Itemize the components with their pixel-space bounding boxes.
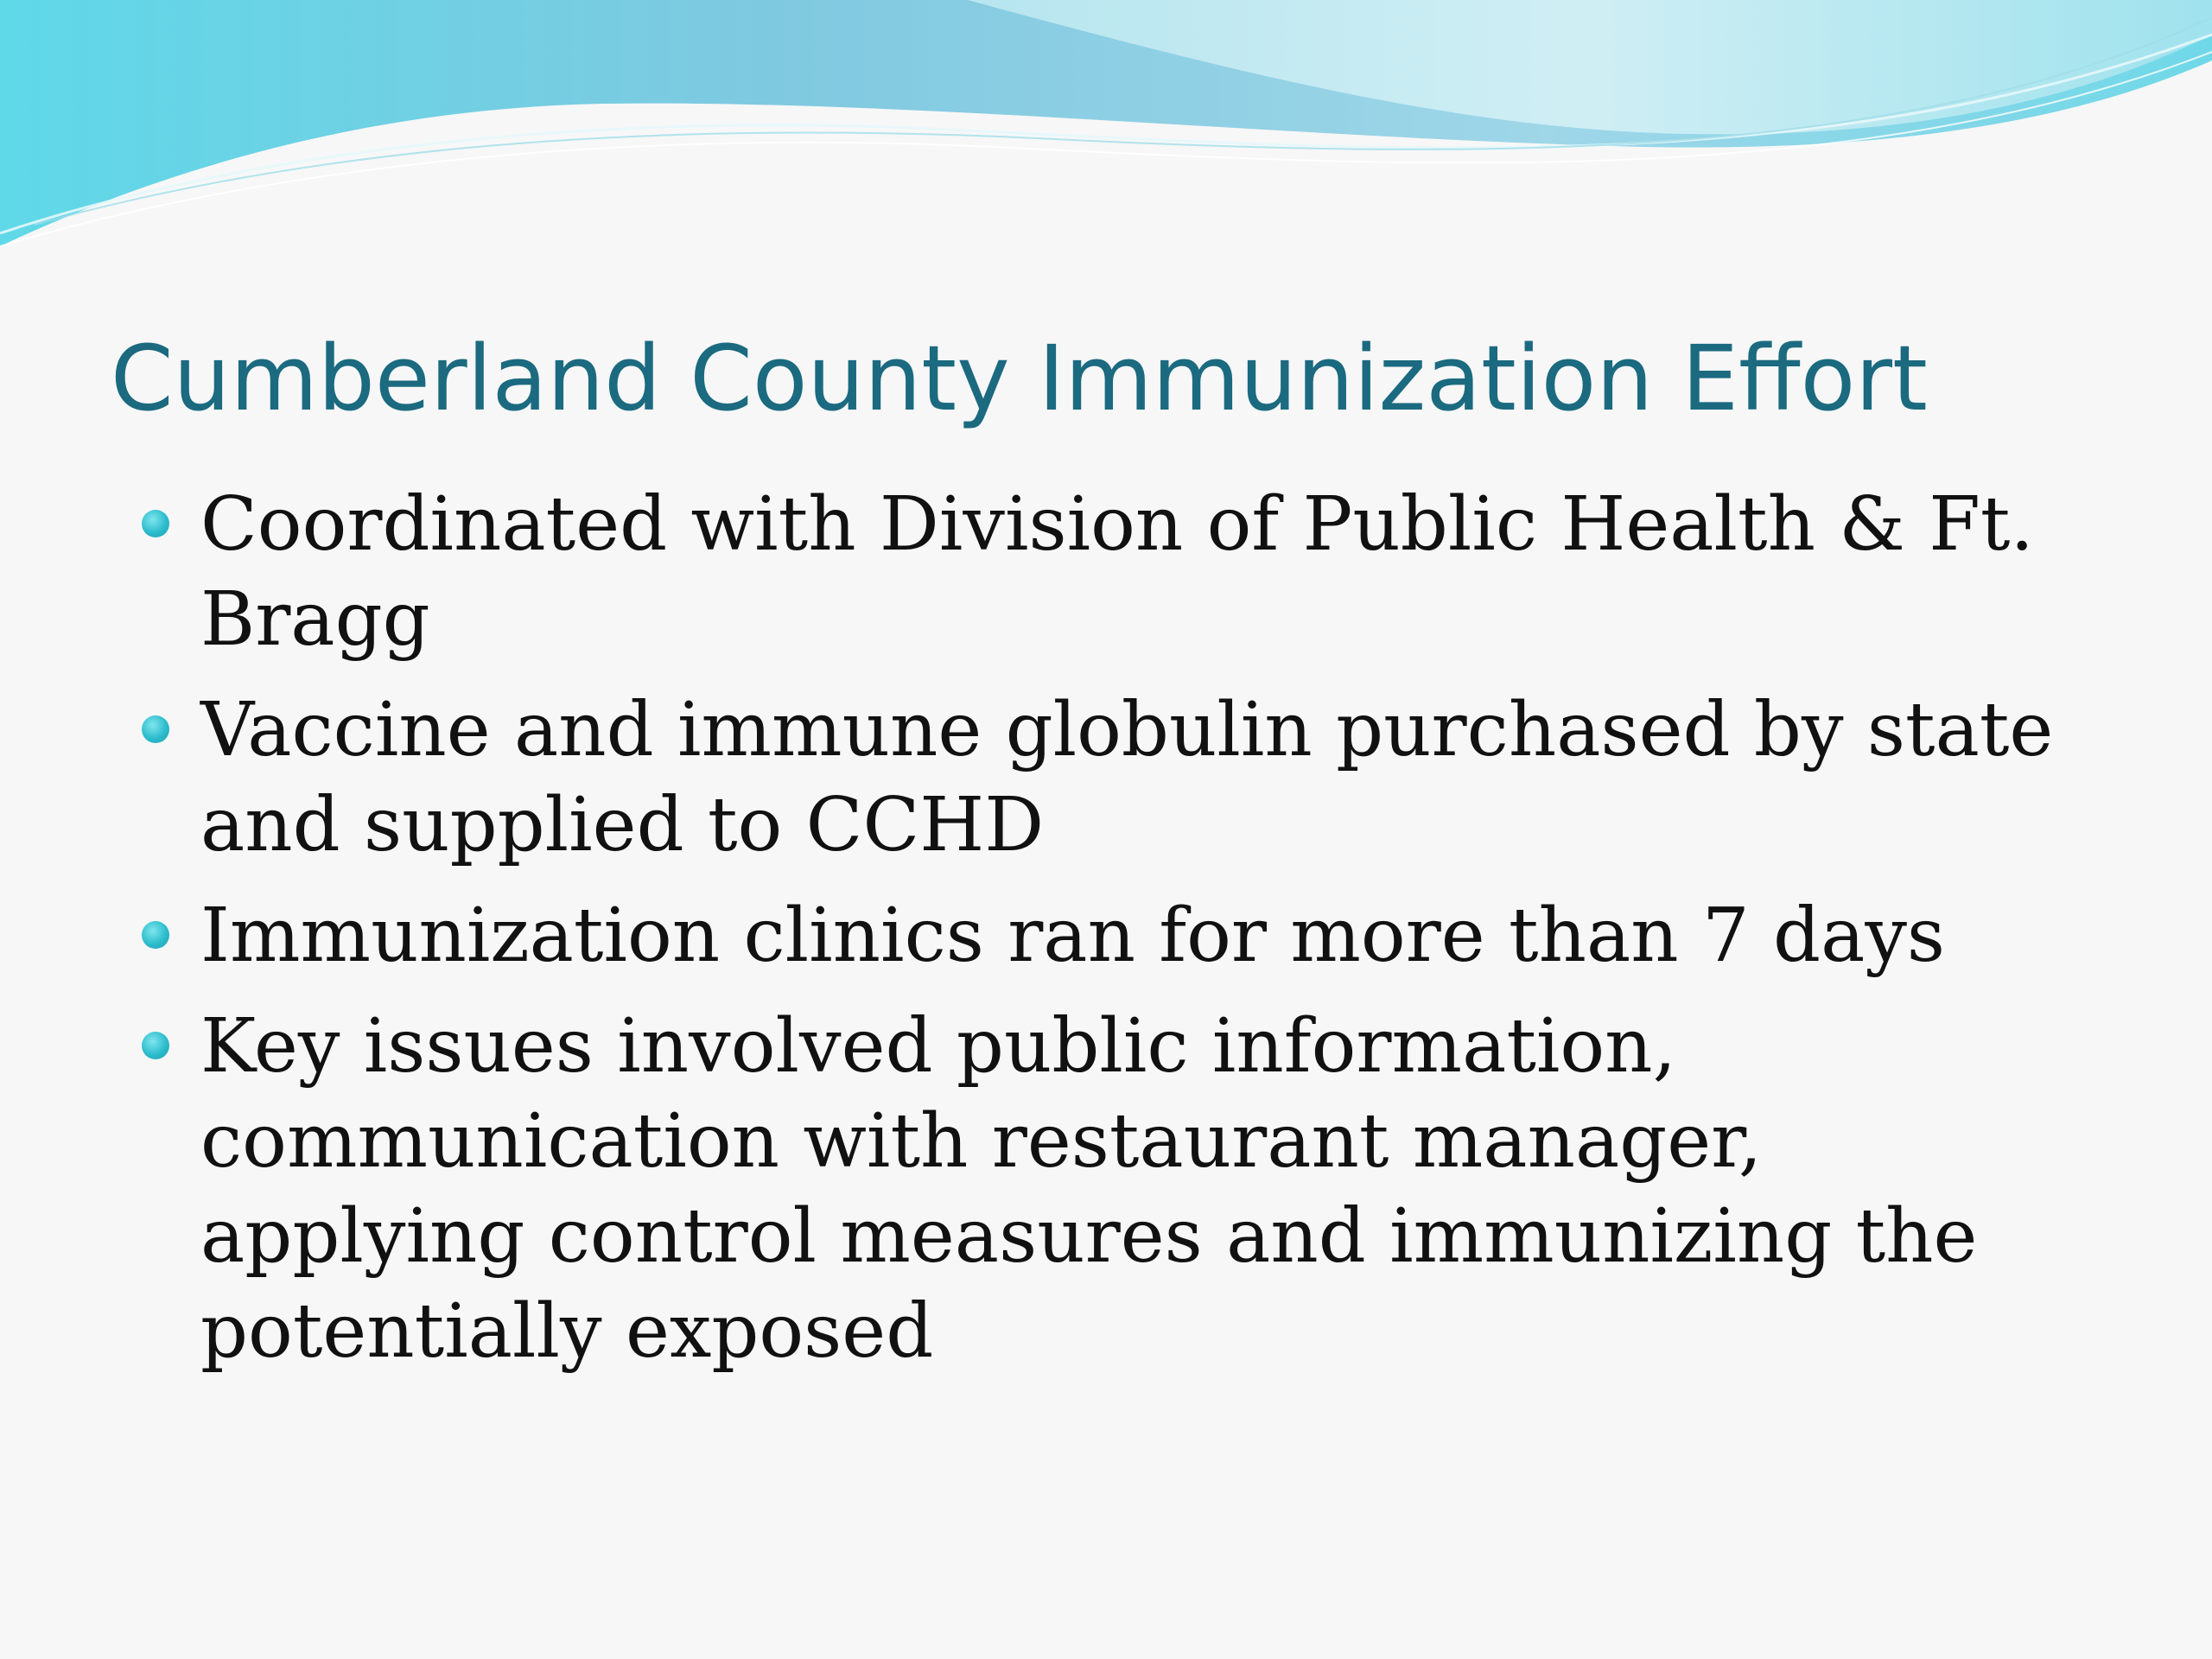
bullet-item xyxy=(138,477,2091,667)
bullet-item xyxy=(138,999,2091,1379)
bullet-text: Vaccine and immune globulin purchased by state and supplied to CCHD xyxy=(200,687,2054,868)
bullet-text: Immunization clinics ran for more than 7 days xyxy=(200,893,1946,979)
header-wave-decoration xyxy=(0,0,2212,276)
slide-title: Cumberland County Immunization Effort xyxy=(111,326,1928,431)
bullet-dot-icon xyxy=(142,715,169,743)
bullet-text: Coordinated with Division of Public Health & Ft. Bragg xyxy=(200,481,2034,663)
bullet-item xyxy=(138,683,2091,873)
bullet-text: Key issues involved public information, communication with restaurant manager, applying control measures and immunizing the potentially exposed xyxy=(200,1003,1978,1375)
bullet-list xyxy=(138,477,2091,1395)
bullet-item xyxy=(138,888,2091,983)
bullet-dot-icon xyxy=(142,921,169,949)
bullet-dot-icon xyxy=(142,510,169,537)
bullet-dot-icon xyxy=(142,1032,169,1059)
